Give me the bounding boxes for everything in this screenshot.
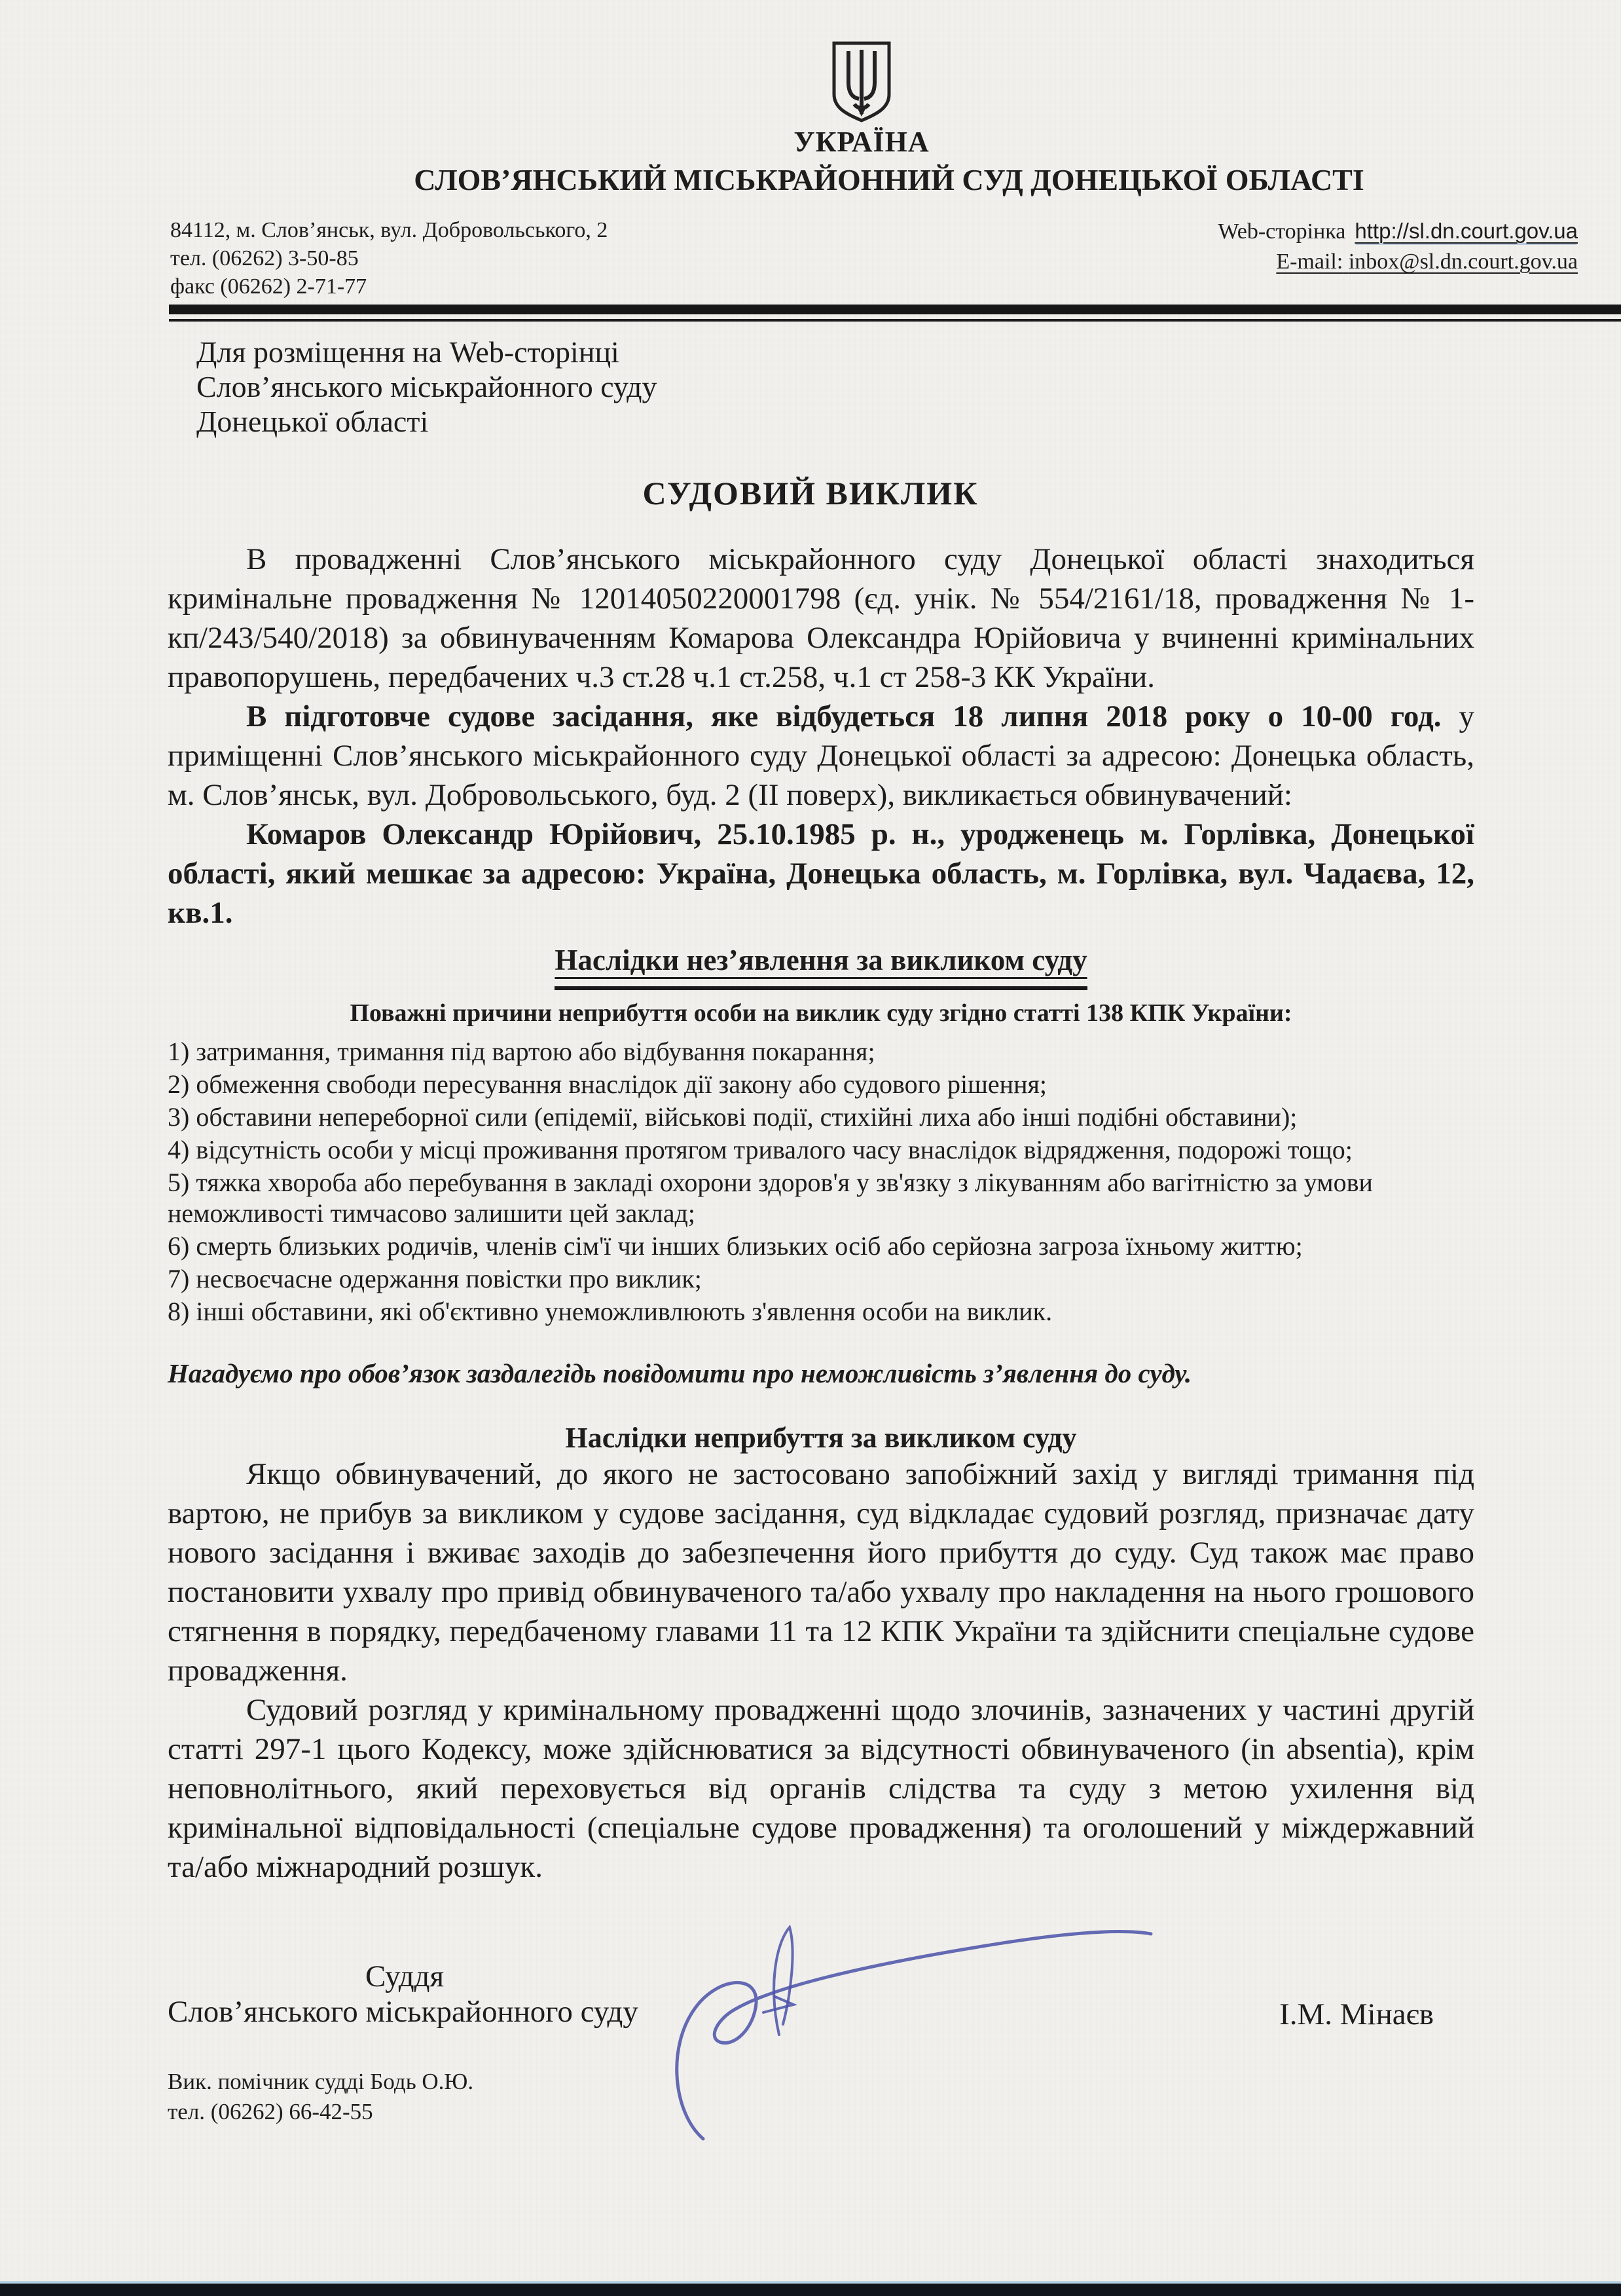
judge-title: Суддя (365, 1959, 445, 1993)
posting-note (196, 335, 1621, 439)
document-body (168, 540, 1474, 2175)
posting-note-line: Для розміщення на Web-сторінці (196, 335, 619, 369)
country-name: УКРАЇНА (793, 126, 930, 158)
list-item: 8) інші обставини, які об'єктивно унеможливлюють з'явлення особи на виклик. (168, 1297, 1053, 1326)
court-phone: тел. (06262) 3-50-85 (170, 246, 359, 270)
court-fax: факс (06262) 2-71-77 (170, 274, 367, 299)
document-title: СУДОВИЙ ВИКЛИК (642, 475, 979, 511)
judge-signature-icon (665, 1913, 1182, 2149)
website-line (1218, 216, 1578, 247)
court-name-heading: СЛОВ’ЯНСЬКИЙ МІСЬКРАЙОННИЙ СУД ДОНЕЦЬКОЇ ОБЛАСТІ (414, 163, 1364, 196)
section-heading-failure-consequences: Наслідки неприбуття за викликом суду (565, 1422, 1077, 1454)
valid-reasons-list (168, 1036, 1474, 1327)
signature-block (168, 1959, 1474, 2175)
posting-note-line: Донецької області (196, 405, 429, 438)
posting-note-line: Слов’янського міськрайонного суду (196, 370, 657, 403)
clerk-phone-line: тел. (06262) 66-42-55 (168, 2099, 373, 2124)
court-email-address: inbox@sl.dn.court.gov.ua (1348, 250, 1578, 274)
scan-edge-artifact (0, 2281, 1621, 2296)
judge-name: І.М. Мінаєв (1279, 1997, 1434, 2031)
email-line (1218, 247, 1578, 277)
list-item: 3) обставини непереборної сили (епідемії, військові події, стихійні лиха або інші подібні обставини); (168, 1102, 1298, 1132)
section-subheading-valid-reasons: Поважні причини неприбуття особи на виклик суду згідно статті 138 КПК України: (350, 999, 1292, 1027)
website-label: Web-сторінка (1218, 219, 1346, 244)
letterhead-contacts (170, 216, 1578, 301)
hearing-location: у приміщенні Слов’янського міськрайонного суду Донецької області за адресою: Донецька область, м. Слов’янськ, вул. Добровольського, буд. 2 (ІІ поверх), викликається обвинувачений: (168, 699, 1474, 812)
paragraph-failure-consequences: Якщо обвинувачений, до якого не застосовано запобіжний захід у вигляді тримання під вартою, не прибув за викликом у судове засідання, суд відкладає судовий розгляд, призначає дату нового засідання і вживає заходів до забезпечення його прибуття до суду. Суд також має право постановити ухвалу про привід обвинуваченого та/або ухвалу про накладення на нього грошового стягнення в порядку, передбаченому главами 11 та 12 КПК України та здійснити спеціальне судове провадження. (168, 1457, 1474, 1688)
section-heading-text: Наслідки нез’явлення за викликом суду (555, 943, 1087, 990)
letterhead-rule-thin (169, 319, 1621, 322)
paragraph-in-absentia: Судовий розгляд у кримінальному провадженні щодо злочинів, зазначених у частині другій статті 297-1 цього Кодексу, може здійснюватися за відсутності обвинуваченого (in absentia), крім неповнолітнього, який переховується від органів слідства та суду з метою ухилення від кримінальної відповідальності (спеціальне судове провадження) та оголошений у міждержавний та/або міжнародний розшук. (168, 1693, 1474, 1884)
court-website-url: http://sl.dn.court.gov.ua (1355, 219, 1578, 243)
paragraph-accused-person: Комаров Олександр Юрійович, 25.10.1985 р. н., уродженець м. Горлівка, Донецької області, який мешкає за адресою: Україна, Донецька область, м. Горлівка, вул. Чадаєва, 12, кв.1. (168, 817, 1474, 930)
list-item: 6) смерть близьких родичів, членів сім'ї чи інших близьких осіб або серйозна загроза їхньому життю; (168, 1231, 1303, 1261)
letterhead-contacts-right (1218, 216, 1578, 301)
list-item: 4) відсутність особи у місці проживання протягом тривалого часу внаслідок відрядження, подорожі тощо; (168, 1135, 1353, 1164)
section-heading-absence-consequences (168, 943, 1474, 990)
hearing-date-time: В підготовче судове засідання, яке відбудеться 18 липня 2018 року о 10-00 год. (246, 699, 1459, 733)
list-item: 5) тяжка хвороба або перебування в закладі охорони здоров'я у зв'язку з лікуванням або вагітністю за умови неможливості тимчасово залишити цей заклад; (168, 1168, 1373, 1228)
list-item: 2) обмеження свободи пересування внаслідок дії закону або судового рішення; (168, 1069, 1047, 1099)
court-address: 84112, м. Слов’янськ, вул. Добровольського, 2 (170, 218, 608, 242)
email-label: E-mail: (1276, 250, 1343, 274)
reminder-note: Нагадуємо про обов’язок заздалегідь повідомити про неможливість з’явлення до суду. (168, 1358, 1192, 1388)
letterhead-rule-thick (169, 305, 1621, 314)
letterhead-contacts-left (170, 216, 608, 301)
paragraph-hearing-summons (168, 697, 1474, 815)
clerk-name-line: Вик. помічник судді Бодь О.Ю. (168, 2069, 474, 2094)
list-item: 7) несвоєчасне одержання повістки про виклик; (168, 1264, 702, 1293)
ukraine-trident-emblem-icon (830, 41, 893, 123)
list-item: 1) затримання, тримання під вартою або відбування покарання; (168, 1037, 875, 1066)
paragraph-proceeding-info: В провадженні Слов’янського міськрайонного суду Донецької області знаходиться кримінальне провадження № 12014050220001798 (єд. унік. № 554/2161/18, провадження № 1-кп/243/540/2018) за обвинуваченням Комарова Олександра Юрійовича у вчиненні кримінальних правопорушень, передбачених ч.3 ст.28 ч.1 ст.258, ч.1 ст 258-3 КК України. (168, 542, 1474, 694)
judge-court-name: Слов’янського міськрайонного суду (168, 1995, 638, 2029)
